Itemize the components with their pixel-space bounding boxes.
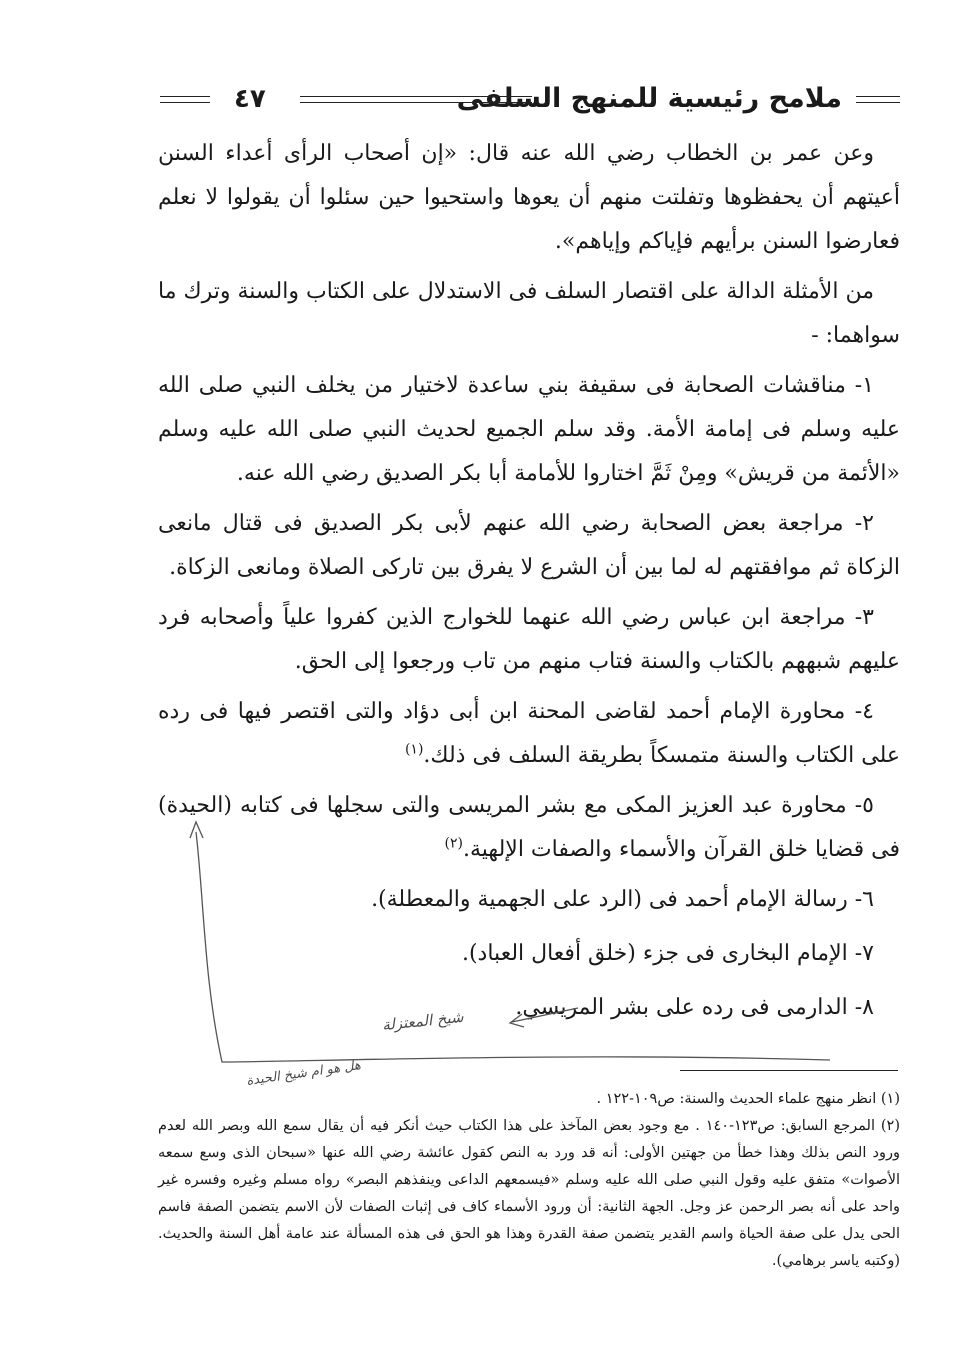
- list-item: [158, 596, 900, 684]
- list-item-text: ٣- مراجعة ابن عباس رضي الله عنهما للخوارج الذين كفروا علياً وأصحابه فرد عليهم شبههم بالكتاب والسنة فتاب منهم من تاب ورجعوا إلى الحق.: [158, 605, 900, 674]
- header-rule-middle: [300, 96, 532, 103]
- footnote: (١) انظر منهج علماء الحديث والسنة: ص١٠٩-١٢٢ .: [596, 1091, 900, 1107]
- footnote-marker[interactable]: (٢): [444, 835, 463, 852]
- list-item-text: ٧- الإمام البخارى فى جزء (خلق أفعال العباد).: [461, 941, 874, 966]
- header-rule-right: [856, 96, 900, 103]
- footnote-separator: [680, 1070, 898, 1071]
- header-rule-left: [160, 96, 210, 103]
- list-item: [158, 878, 900, 922]
- list-item: [158, 502, 900, 590]
- footnote: (٢) المرجع السابق: ص١٢٣-١٤٠ . مع وجود بعض المآخذ على هذا الكتاب حيث أنكر فيه أن يقال سمع الله وبصر الله لعدم ورود النص بذلك وهذا خطأ من جهتين الأولى: أنه قد ورد به النص كقول عائشة رضي الله عنها «سبحان الذى وسع سمعه الأصوات» متفق عليه وقول النبي صلى الله عليه وسلم «فيسمعهم الداعى وينفذهم البصر» رواه مسلم وغيره وفسره غير واحد على أنه بصر الرحمن عز وجل. الجهة الثانية: أن ورود الأسماء كاف فى إثبات الصفات لأن الاسم يتضمن الصفة فاسم الحى يدل على صفة الحياة واسم القدير يتضمن صفة القدرة وهذا هو الحق فى هذه المسألة عند عامة أهل السنة والحديث.(وكتبه ياسر برهامي).: [158, 1118, 900, 1269]
- handwritten-note: هل هو ام شيخ الحيدة: [245, 1058, 362, 1089]
- list-item-text: ١- مناقشات الصحابة فى سقيفة بني ساعدة لاختيار من يخلف النبي صلى الله عليه وسلم فى إمامة الأمة. وقد سلم الجميع لحديث النبي صلى الله عليه وسلم «الأئمة من قريش» ومِنْ ثَمَّ اختاروا للأمامة أبا بكر الصديق رضي الله عنه.: [158, 373, 900, 486]
- list-item-text: ٥- محاورة عبد العزيز المكى مع بشر المريسى والتى سجلها فى كتابه (الحيدة) فى قضايا خلق القرآن والأسماء والصفات الإلهية.: [158, 793, 900, 862]
- footnote-marker[interactable]: (١): [404, 741, 424, 758]
- footnotes: [158, 1086, 900, 1275]
- list-item-text: ٢- مراجعة بعض الصحابة رضي الله عنهم لأبى بكر الصديق فى قتال مانعى الزكاة ثم موافقتهم له لما بين أن الشرع لا يفرق بين تاركى الصلاة ومانعى الزكاة.: [158, 511, 900, 580]
- handwritten-note: شيخ المعتزلة: [381, 1007, 465, 1035]
- list-item: [158, 784, 900, 872]
- list-item: [158, 986, 900, 1030]
- list-item-text: ٤- محاورة الإمام أحمد لقاضى المحنة ابن أبى دؤاد والتى اقتصر فيها فى رده على الكتاب والسنة متمسكاً بطريقة السلف فى ذلك.: [158, 699, 900, 768]
- list-item: [158, 364, 900, 496]
- list-item-text: ٦- رسالة الإمام أحمد فى (الرد على الجهمية والمعطلة).: [371, 887, 874, 912]
- list-item: [158, 690, 900, 778]
- body-text: [158, 132, 900, 1040]
- page-header: [160, 82, 900, 116]
- list-item: [158, 932, 900, 976]
- page-number: ٤٧: [234, 84, 266, 114]
- paragraph-intro: من الأمثلة الدالة على اقتصار السلف فى الاستدلال على الكتاب والسنة وترك ما سواهما: -: [158, 279, 900, 348]
- list-item-text: ٨- الدارمى فى رده على بشر المريسي.: [515, 995, 874, 1020]
- paragraph-quote: وعن عمر بن الخطاب رضي الله عنه قال: «إن أصحاب الرأى أعداء السنن أعيتهم أن يحفظوها وتفلتت منهم أن يعوها واستحيوا حين سئلوا أن يقولوا لا نعلم فعارضوا السنن برأيهم فإياكم وإياهم».: [158, 141, 900, 254]
- running-title: ملامح رئيسية للمنهج السلفى: [456, 83, 842, 114]
